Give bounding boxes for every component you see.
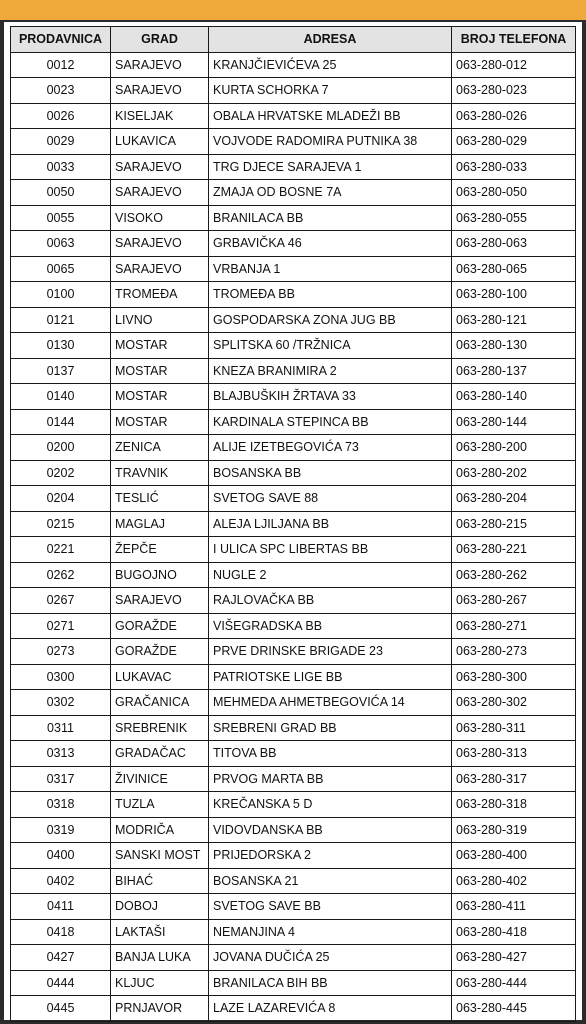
- cell-city: GRADAČAC: [111, 741, 209, 767]
- cell-store: 0215: [11, 511, 111, 537]
- cell-phone: 063-280-055: [452, 205, 576, 231]
- cell-store: 0317: [11, 766, 111, 792]
- cell-city: BIHAĆ: [111, 868, 209, 894]
- cell-city: LUKAVICA: [111, 129, 209, 155]
- cell-city: GORAŽDE: [111, 639, 209, 665]
- table-row: [11, 333, 576, 359]
- cell-city: MOSTAR: [111, 333, 209, 359]
- cell-store: 0402: [11, 868, 111, 894]
- cell-city: TROMEĐA: [111, 282, 209, 308]
- cell-phone: 063-280-300: [452, 664, 576, 690]
- table-row: [11, 384, 576, 410]
- table-row: [11, 358, 576, 384]
- cell-phone: 063-280-267: [452, 588, 576, 614]
- cell-address: TROMEĐA BB: [209, 282, 452, 308]
- header-city: GRAD: [111, 27, 209, 53]
- table-row: [11, 639, 576, 665]
- table-row: [11, 78, 576, 104]
- cell-city: GRAČANICA: [111, 690, 209, 716]
- cell-store: 0267: [11, 588, 111, 614]
- cell-phone: 063-280-026: [452, 103, 576, 129]
- cell-store: 0026: [11, 103, 111, 129]
- cell-address: MEHMEDA AHMETBEGOVIĆA 14: [209, 690, 452, 716]
- cell-address: GRBAVIČKA 46: [209, 231, 452, 257]
- cell-store: 0144: [11, 409, 111, 435]
- cell-phone: 063-280-221: [452, 537, 576, 563]
- cell-city: LUKAVAC: [111, 664, 209, 690]
- table-row: [11, 231, 576, 257]
- cell-city: MOSTAR: [111, 358, 209, 384]
- table-row: [11, 894, 576, 920]
- cell-city: TUZLA: [111, 792, 209, 818]
- cell-address: TITOVA BB: [209, 741, 452, 767]
- cell-address: GOSPODARSKA ZONA JUG BB: [209, 307, 452, 333]
- cell-phone: 063-280-313: [452, 741, 576, 767]
- cell-address: NUGLE 2: [209, 562, 452, 588]
- cell-address: BRANILACA BIH BB: [209, 970, 452, 996]
- cell-phone: 063-280-033: [452, 154, 576, 180]
- cell-address: RAJLOVAČKA BB: [209, 588, 452, 614]
- cell-store: 0121: [11, 307, 111, 333]
- cell-store: 0033: [11, 154, 111, 180]
- cell-store: 0311: [11, 715, 111, 741]
- cell-phone: 063-280-317: [452, 766, 576, 792]
- cell-phone: 063-280-121: [452, 307, 576, 333]
- header-store: PRODAVNICA: [11, 27, 111, 53]
- cell-store: 0050: [11, 180, 111, 206]
- cell-city: ŽEPČE: [111, 537, 209, 563]
- table-row: [11, 52, 576, 78]
- table-row: [11, 562, 576, 588]
- table-row: [11, 460, 576, 486]
- cell-city: SARAJEVO: [111, 256, 209, 282]
- cell-store: 0221: [11, 537, 111, 563]
- cell-phone: 063-280-402: [452, 868, 576, 894]
- cell-phone: 063-280-311: [452, 715, 576, 741]
- cell-city: LIVNO: [111, 307, 209, 333]
- top-accent-bar: [0, 0, 586, 20]
- cell-phone: 063-280-215: [452, 511, 576, 537]
- cell-city: KISELJAK: [111, 103, 209, 129]
- cell-address: BOSANSKA BB: [209, 460, 452, 486]
- cell-store: 0273: [11, 639, 111, 665]
- store-table: [10, 26, 576, 1022]
- cell-store: 0300: [11, 664, 111, 690]
- cell-address: OBALA HRVATSKE MLADEŽI BB: [209, 103, 452, 129]
- cell-phone: 063-280-065: [452, 256, 576, 282]
- table-row: [11, 307, 576, 333]
- cell-city: MODRIČA: [111, 817, 209, 843]
- cell-phone: 063-280-130: [452, 333, 576, 359]
- cell-store: 0137: [11, 358, 111, 384]
- cell-store: 0271: [11, 613, 111, 639]
- cell-phone: 063-280-012: [452, 52, 576, 78]
- cell-address: BOSANSKA 21: [209, 868, 452, 894]
- cell-store: 0029: [11, 129, 111, 155]
- cell-city: MOSTAR: [111, 384, 209, 410]
- cell-phone: 063-280-144: [452, 409, 576, 435]
- cell-city: TESLIĆ: [111, 486, 209, 512]
- cell-store: 0444: [11, 970, 111, 996]
- table-row: [11, 945, 576, 971]
- cell-city: BUGOJNO: [111, 562, 209, 588]
- table-row: [11, 741, 576, 767]
- cell-address: LAZE LAZAREVIĆA 8: [209, 996, 452, 1022]
- cell-address: SREBRENI GRAD BB: [209, 715, 452, 741]
- table-row: [11, 843, 576, 869]
- cell-phone: 063-280-204: [452, 486, 576, 512]
- cell-address: PRIJEDORSKA 2: [209, 843, 452, 869]
- cell-address: SPLITSKA 60 /TRŽNICA: [209, 333, 452, 359]
- cell-address: KNEZA BRANIMIRA 2: [209, 358, 452, 384]
- cell-phone: 063-280-029: [452, 129, 576, 155]
- cell-address: SVETOG SAVE 88: [209, 486, 452, 512]
- cell-city: SARAJEVO: [111, 154, 209, 180]
- cell-phone: 063-280-418: [452, 919, 576, 945]
- cell-address: TRG DJECE SARAJEVA 1: [209, 154, 452, 180]
- cell-address: BRANILACA BB: [209, 205, 452, 231]
- cell-phone: 063-280-050: [452, 180, 576, 206]
- cell-phone: 063-280-273: [452, 639, 576, 665]
- table-row: [11, 715, 576, 741]
- cell-store: 0313: [11, 741, 111, 767]
- cell-store: 0427: [11, 945, 111, 971]
- table-row: [11, 868, 576, 894]
- table-row: [11, 817, 576, 843]
- cell-address: KARDINALA STEPINCA BB: [209, 409, 452, 435]
- cell-address: JOVANA DUČIĆA 25: [209, 945, 452, 971]
- cell-store: 0055: [11, 205, 111, 231]
- cell-phone: 063-280-140: [452, 384, 576, 410]
- cell-store: 0012: [11, 52, 111, 78]
- cell-store: 0418: [11, 919, 111, 945]
- cell-city: SARAJEVO: [111, 78, 209, 104]
- cell-address: KURTA SCHORKA 7: [209, 78, 452, 104]
- cell-phone: 063-280-137: [452, 358, 576, 384]
- cell-address: ZMAJA OD BOSNE 7A: [209, 180, 452, 206]
- table-row: [11, 154, 576, 180]
- table-row: [11, 664, 576, 690]
- table-row: [11, 511, 576, 537]
- cell-city: SARAJEVO: [111, 180, 209, 206]
- table-body: [11, 52, 576, 1021]
- cell-store: 0319: [11, 817, 111, 843]
- cell-city: MOSTAR: [111, 409, 209, 435]
- cell-phone: 063-280-202: [452, 460, 576, 486]
- table-row: [11, 205, 576, 231]
- cell-address: PRVOG MARTA BB: [209, 766, 452, 792]
- cell-address: ALIJE IZETBEGOVIĆA 73: [209, 435, 452, 461]
- cell-phone: 063-280-445: [452, 996, 576, 1022]
- cell-address: BLAJBUŠKIH ŽRTAVA 33: [209, 384, 452, 410]
- table-row: [11, 256, 576, 282]
- cell-address: VIŠEGRADSKA BB: [209, 613, 452, 639]
- cell-phone: 063-280-444: [452, 970, 576, 996]
- cell-city: KLJUC: [111, 970, 209, 996]
- cell-address: KRANJČIEVIĆEVA 25: [209, 52, 452, 78]
- table-row: [11, 537, 576, 563]
- cell-store: 0204: [11, 486, 111, 512]
- table-row: [11, 792, 576, 818]
- cell-phone: 063-280-023: [452, 78, 576, 104]
- cell-city: SARAJEVO: [111, 588, 209, 614]
- table-row: [11, 129, 576, 155]
- table-row: [11, 970, 576, 996]
- cell-store: 0411: [11, 894, 111, 920]
- cell-store: 0400: [11, 843, 111, 869]
- table-row: [11, 613, 576, 639]
- table-row: [11, 996, 576, 1022]
- cell-city: PRNJAVOR: [111, 996, 209, 1022]
- cell-city: SANSKI MOST: [111, 843, 209, 869]
- header-phone: BROJ TELEFONA: [452, 27, 576, 53]
- cell-city: ŽIVINICE: [111, 766, 209, 792]
- cell-city: SREBRENIK: [111, 715, 209, 741]
- cell-city: TRAVNIK: [111, 460, 209, 486]
- cell-address: VRBANJA 1: [209, 256, 452, 282]
- cell-address: ALEJA LJILJANA BB: [209, 511, 452, 537]
- cell-store: 0100: [11, 282, 111, 308]
- table-row: [11, 409, 576, 435]
- table-row: [11, 435, 576, 461]
- table-row: [11, 766, 576, 792]
- cell-store: 0445: [11, 996, 111, 1022]
- cell-address: KREČANSKA 5 D: [209, 792, 452, 818]
- cell-city: DOBOJ: [111, 894, 209, 920]
- table-header-row: [11, 27, 576, 53]
- cell-city: LAKTAŠI: [111, 919, 209, 945]
- cell-store: 0302: [11, 690, 111, 716]
- table-row: [11, 282, 576, 308]
- header-address: ADRESA: [209, 27, 452, 53]
- cell-store: 0200: [11, 435, 111, 461]
- cell-city: BANJA LUKA: [111, 945, 209, 971]
- cell-city: GORAŽDE: [111, 613, 209, 639]
- cell-address: I ULICA SPC LIBERTAS BB: [209, 537, 452, 563]
- cell-store: 0202: [11, 460, 111, 486]
- cell-address: PATRIOTSKE LIGE BB: [209, 664, 452, 690]
- cell-phone: 063-280-319: [452, 817, 576, 843]
- cell-phone: 063-280-271: [452, 613, 576, 639]
- cell-phone: 063-280-302: [452, 690, 576, 716]
- cell-address: NEMANJINA 4: [209, 919, 452, 945]
- cell-store: 0318: [11, 792, 111, 818]
- cell-city: VISOKO: [111, 205, 209, 231]
- table-row: [11, 486, 576, 512]
- cell-phone: 063-280-411: [452, 894, 576, 920]
- store-list-document: [4, 22, 582, 1020]
- cell-address: SVETOG SAVE BB: [209, 894, 452, 920]
- cell-store: 0140: [11, 384, 111, 410]
- cell-phone: 063-280-262: [452, 562, 576, 588]
- cell-store: 0130: [11, 333, 111, 359]
- cell-store: 0063: [11, 231, 111, 257]
- table-row: [11, 180, 576, 206]
- table-row: [11, 919, 576, 945]
- cell-city: MAGLAJ: [111, 511, 209, 537]
- table-row: [11, 588, 576, 614]
- table-row: [11, 103, 576, 129]
- cell-store: 0262: [11, 562, 111, 588]
- cell-phone: 063-280-100: [452, 282, 576, 308]
- cell-address: VOJVODE RADOMIRA PUTNIKA 38: [209, 129, 452, 155]
- cell-store: 0023: [11, 78, 111, 104]
- cell-store: 0065: [11, 256, 111, 282]
- cell-address: PRVE DRINSKE BRIGADE 23: [209, 639, 452, 665]
- cell-phone: 063-280-318: [452, 792, 576, 818]
- cell-city: SARAJEVO: [111, 52, 209, 78]
- cell-phone: 063-280-063: [452, 231, 576, 257]
- cell-city: ZENICA: [111, 435, 209, 461]
- cell-phone: 063-280-200: [452, 435, 576, 461]
- cell-city: SARAJEVO: [111, 231, 209, 257]
- cell-phone: 063-280-400: [452, 843, 576, 869]
- cell-phone: 063-280-427: [452, 945, 576, 971]
- cell-address: VIDOVDANSKA BB: [209, 817, 452, 843]
- table-row: [11, 690, 576, 716]
